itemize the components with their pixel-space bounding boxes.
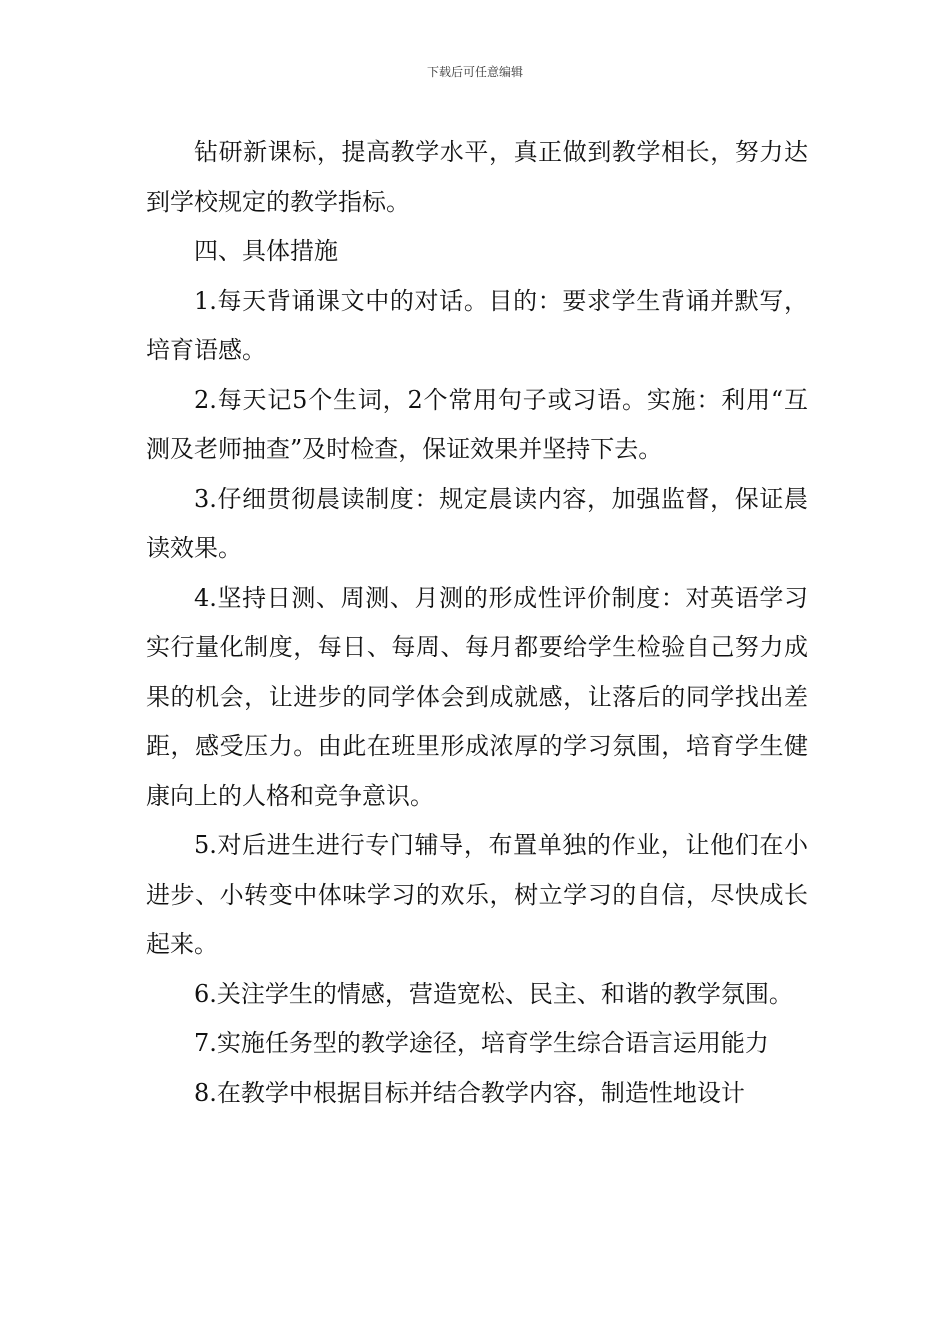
measure-item-1: 1.每天背诵课文中的对话。目的：要求学生背诵并默写，培育语感。 bbox=[146, 286, 808, 364]
measure-item-6: 6.关注学生的情感，营造宽松、民主、和谐的教学氛围。 bbox=[194, 979, 793, 1008]
page-header: 下载后可任意编辑 bbox=[426, 65, 523, 79]
measure-item-4: 4.坚持日测、周测、月测的形成性评价制度：对英语学习实行量化制度，每日、每周、每月都要给学生检验自己努力成果的机会，让进步的同学体会到成就感，让落后的同学找出差距，感受压力。由此在班里形成浓厚的学习氛围，培育学生健康向上的人格和竞争意识。 bbox=[146, 583, 808, 810]
measure-item-3: 3.仔细贯彻晨读制度：规定晨读内容，加强监督，保证晨读效果。 bbox=[146, 484, 808, 562]
paragraph-intro: 钻研新课标，提高教学水平，真正做到教学相长，努力达到学校规定的教学指标。 bbox=[146, 138, 808, 216]
measure-item-5: 5.对后进生进行专门辅导，布置单独的作业，让他们在小进步、小转变中体味学习的欢乐，树立学习的自信，尽快成长起来。 bbox=[146, 831, 808, 958]
document-body bbox=[146, 128, 808, 1118]
measure-item-8: 8.在教学中根据目标并结合教学内容，制造性地设计 bbox=[194, 1078, 745, 1107]
measure-item-7: 7.实施任务型的教学途径，培育学生综合语言运用能力 bbox=[194, 1029, 769, 1057]
measure-item-2: 2.每天记5个生词，2个常用句子或习语。实施：利用“互测及老师抽查”及时检查，保证效果并坚持下去。 bbox=[146, 385, 808, 463]
section-heading: 四、具体措施 bbox=[194, 237, 338, 265]
